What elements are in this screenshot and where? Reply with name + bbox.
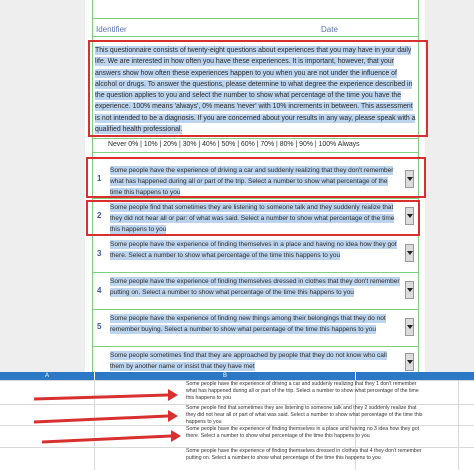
guide-line (92, 36, 418, 37)
question-row (95, 309, 417, 346)
annotation-arrow (38, 428, 183, 448)
sheet-cell[interactable]: Some people have the experience of driving a car and suddenly realizing that they 1 don't remember what has happened during all or part of the trip. Select a number to show what percentage of the time this happens to you (186, 381, 419, 402)
question-number: 5 (97, 322, 102, 331)
annotation-arrow (30, 408, 180, 428)
annotation-arrow (30, 387, 180, 405)
question-text[interactable]: Some people have the experience of driving a car and suddenly realizing that they don't remember what has happened during all or part of the trip. Select a number to show what percentage of the time this happens to you (110, 167, 394, 197)
column-header-c[interactable] (356, 372, 474, 380)
sheet-cell[interactable]: Some people find that sometimes they are listening to someone talk and they 2 suddenly realize that they did not hear all or part of what was said. Select a number to show what percentage of the time this happens to you (186, 405, 423, 426)
percentage-dropdown[interactable] (405, 281, 414, 299)
percentage-dropdown[interactable] (405, 353, 414, 371)
question-row (95, 346, 417, 372)
question-text[interactable]: Some people have the experience of finding new things among their belongings that they do not remember buying. Select a number to show what percentage of the time this happens to you (110, 315, 386, 334)
column-header-b[interactable]: B (95, 372, 355, 380)
question-text[interactable]: Some people have the experience of finding themselves dressed in clothes that they don't remember putting on. Select a number to show what percentage of the time this happens to you (110, 278, 400, 297)
sheet-cell[interactable]: Some people have the experience of finding themselves in a place and having no 3 idea how they got there. Select a number to show what percentage of the time this happens to you (186, 426, 420, 440)
annotation-box-q2 (86, 200, 420, 236)
annotation-box-q1 (86, 157, 426, 198)
question-number: 4 (97, 286, 102, 295)
identifier-label: Identifier (96, 25, 127, 34)
question-row (95, 272, 417, 309)
sheet-cell[interactable]: Some people have the experience of finding themselves dressed in clothes that 4 they don't remember putting on. Select a number to show what percentage of the time this happens to you (186, 448, 422, 462)
guide-line (92, 18, 418, 19)
question-text[interactable]: Some people find that sometimes they are listening to someone talk and they suddenly realize that they did not hear all or par: of what was said. Select a number to show what percentage of the time this happens to you (110, 204, 395, 234)
question-number: 3 (97, 249, 102, 258)
percentage-dropdown[interactable] (405, 244, 414, 262)
guide-line (92, 152, 418, 153)
question-text[interactable]: Some people have the experience of finding themselves in a place and having no idea how they got there. Select a number to show what percentage of the time this happens to you (110, 241, 397, 260)
question-number: 2 (97, 211, 102, 220)
question-row (95, 235, 417, 272)
intro-text: This questionnaire consists of twenty-eight questions about experiences that you may have in your daily life. We are interested in how often you have these experiences. It is important, however, that your answers show how often these experiences happen to you when you are not under the influence of alcohol or drugs. To answer the questions, please determine to what degree the experience described in the question applies to you and select the number to show what percentage of the time you have the experience. 100% means 'always', 0% means 'never' with 10% increments in between. This assessment is not intended to be a diagnosis. If you are concerned about your results in any way, please speak with a qualified health professional. (95, 47, 416, 134)
question-number: 1 (97, 174, 102, 183)
percentage-dropdown[interactable] (405, 318, 414, 336)
question-text[interactable]: Some people sometimes find that they are approached by people that they do not know who call them by another name or insist that they have met (110, 352, 387, 371)
annotation-box-intro (88, 40, 428, 137)
column-header-a[interactable]: A (0, 372, 94, 380)
date-label: Date (321, 25, 338, 34)
guide-line (92, 138, 418, 139)
percentage-scale: Never 0% | 10% | 20% | 30% | 40% | 50% | 60% | 70% | 80% | 90% | 100% Always (108, 141, 360, 148)
